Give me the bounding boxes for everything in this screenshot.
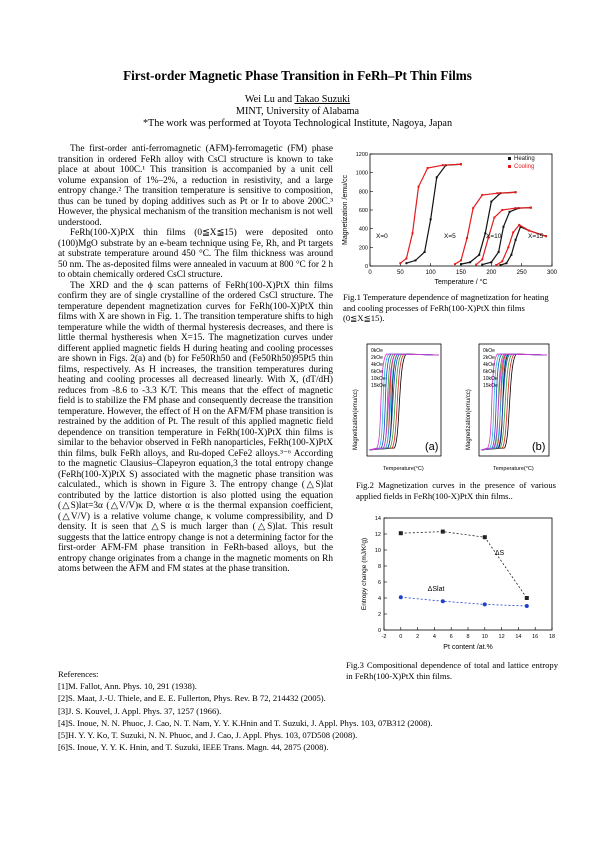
data-point <box>475 264 477 266</box>
y-tick-label: 400 <box>358 226 368 233</box>
legend-item-6kOe: 6kOe <box>371 369 383 375</box>
x-tick-label: 4 <box>432 634 436 640</box>
figure-3-chart <box>356 512 556 658</box>
panel-a-ylabel: Magnetization(emu/cc) <box>353 389 359 450</box>
plot-frame <box>384 518 552 630</box>
data-point <box>515 207 517 209</box>
y-tick-label: 1200 <box>355 152 368 158</box>
data-point <box>515 191 517 193</box>
series-line <box>401 532 527 598</box>
data-point <box>405 258 407 260</box>
data-point <box>483 602 487 606</box>
data-point <box>415 259 417 261</box>
y-tick-label: 8 <box>377 564 381 570</box>
paragraph-2: FeRh(100-X)PtX thin films (0≦X≦15) were deposited onto (100)MgO substrate by an e-beam technique using Fe, Rh, and Pt targets at substrate temperature around 450 °C. The film thickness was around 50 nm. The as-deposited films were annealed in vacuum at 800 °C for 2 h to obtain chemically ordered CsCl structure. <box>58 228 333 280</box>
legend-item-10kOe: 10kOe <box>371 376 386 382</box>
x-tick-label: 50 <box>396 270 404 276</box>
x-tick-label: 10 <box>481 634 488 640</box>
references-heading: References: <box>58 669 99 679</box>
data-point <box>481 258 483 260</box>
x-axis-label: Pt content /at.% <box>443 644 493 651</box>
y-tick-label: 800 <box>358 189 368 196</box>
curve-annotation: X=5 <box>444 233 456 240</box>
x-tick-label: 0 <box>399 634 403 640</box>
panel-b-ylabel: Magnetization(emu/cc) <box>466 389 472 450</box>
paragraph-1: The first-order anti-ferromagnetic (AFM)-ferromagetic (FM) phase transition in ordered FeRh alloy with CsCl structure is known to take place at about 100C.¹ This transition is accompanied by a unit cell volume expansion of 1%–2%, a reduction in resistivity, and a large entropy change.² The transition temperature is sensitive to composition, thus can be tuned by doping additives such as Pt or Ir to above 200C.³ However, the physical mechanism of the transition mechanism is not well understood. <box>58 144 333 228</box>
data-point <box>460 263 462 265</box>
data-point <box>502 226 504 228</box>
x-tick-label: 300 <box>546 270 558 276</box>
data-point <box>478 254 480 256</box>
data-point <box>496 192 498 194</box>
reference-item: [2]S. Maat, J.-U. Thiele, and E. E. Fullerton, Phys. Rev. B 72, 214432 (2005). <box>58 693 326 704</box>
x-tick-label: 0 <box>368 270 372 276</box>
figure-2-chart <box>343 338 553 476</box>
x-tick-label: 18 <box>548 634 556 640</box>
series-line <box>400 164 461 263</box>
data-point <box>442 164 444 166</box>
y-tick-label: 12 <box>374 532 381 538</box>
panel-b-xlabel: Temperature(°C) <box>493 466 534 472</box>
figure-1-caption: Fig.1 Temperature dependence of magnetization for heating and cooling processes of FeRh(100-X)PtX thin films (0≦X≦15). <box>343 292 549 323</box>
y-tick-label: 200 <box>358 245 368 252</box>
legend-b-item-2kOe: 2kOe <box>483 355 495 361</box>
figure-1-chart <box>338 148 560 288</box>
curve-annotation: X=15 <box>528 233 544 240</box>
y-tick-label: 6 <box>377 580 381 586</box>
data-point <box>427 167 429 169</box>
data-point <box>501 209 503 211</box>
plot-frame <box>370 154 552 266</box>
data-point <box>490 261 492 263</box>
x-tick-label: 12 <box>498 634 505 640</box>
legend-item-15kOe: 15kOe <box>371 383 386 389</box>
panel-a-label: (a) <box>425 441 439 453</box>
data-point <box>460 259 462 261</box>
authors-line <box>0 94 595 106</box>
y-axis-label: Magnetization /emu/cc <box>342 174 349 246</box>
body-text <box>58 144 333 575</box>
paragraph-3: The XRD and the ϕ scan patterns of FeRh(100-X)PtX thin films confirm they are of single crystalline of the ordered CsCl structure. The temperature dependent magnetization curves for FeRh(100-X)PtX thin films with X are shown in Fig. 1. The transition temperature shifts to high temperature while the width of thermal hysteresis decreases, and there is little thermal hystheresis when X=15. The magnetization curves under different applied magnetic fields H during heating and cooling processes are shown in Figs. 2(a) and (b) for Fe50Rh50 and (Fe50Rh50)95Pt5 thin films, respectively. As H increases, the transition temperatures during heating and cooling processes all decreased linearly. With X, (dT/dH) reduces from -8.6 to -3.3 K/T. This means that the effect of magnetic field is to stabilize the FM phase and consequently decrease the transition temperature. However, the effect of H on the AFM/FM phase transition is restrained by the addition of Pt. The result of this applied magnetic field dependence on transition temperature in FeRh(100-X)PtX thin films is similar to the behavior observed in FeRh nanoparticles, FeRh(100-X)PtX thin films, bulk FeRh alloys, and Ru-doped CeFe2 alloys.³⁻⁶ According to the magnetic Clausius–Clapeyron equation,3 the total entropy change (FeRh(100-X)PtX S) associated with the magnetic phase transition was calculated., which is shown in Figure 3. The entropy change (△S)lat contributed by the lattice distortion is also plotted using the equation (△S)lat=3α (△V/V)κ D, where α is the thermal expansion coefficient, (△V/V) is a relative volume change, κ volume compressibility, and D density. It is seen that △S is much larger than (△S)lat. This result suggests that the lattice entropy change is not a determining factor for the first-order AFM-FM phase transition in FeRh-based alloys, but the entropy change originates from a change in the magnetic moments on Rh atoms between the AFM and FM states at the phase transition. <box>58 280 333 574</box>
data-point <box>469 261 471 263</box>
data-point <box>530 207 532 209</box>
figure-3-caption: Fig.3 Compositional dependence of total and lattice entropy in FeRh(100-X)PtX thin films. <box>346 660 558 681</box>
data-point <box>454 263 456 265</box>
data-point <box>405 262 407 264</box>
y-tick-label: 4 <box>377 596 381 602</box>
data-point <box>441 599 445 603</box>
figure-2-caption: Fig.2 Magnetization curves in the presence of various applied fields in FeRh(100-X)PtX thin films.. <box>356 480 556 501</box>
data-point <box>424 251 426 253</box>
data-point <box>528 230 530 232</box>
series-annotation: ΔS <box>494 549 505 557</box>
data-point <box>481 194 483 196</box>
data-point <box>399 262 401 264</box>
legend-item-2kOe: 2kOe <box>371 355 383 361</box>
legend-label: Heating <box>514 156 535 162</box>
data-point <box>460 163 462 165</box>
affiliation: MINT, University of Alabama <box>235 106 360 117</box>
data-point <box>525 604 529 608</box>
paper-title: First-order Magnetic Phase Transition in FeRh–Pt Thin Films <box>123 68 472 83</box>
x-tick-label: 8 <box>466 634 470 640</box>
data-point <box>501 260 503 262</box>
affiliation-note: *The work was performed at Toyota Technological Institute, Nagoya, Japan <box>142 118 453 129</box>
authors-prefix: Wei Lu and <box>244 94 295 105</box>
y-tick-label: 14 <box>374 516 381 522</box>
reference-item: [4]S. Inoue, N. N. Phuoc, J. Cao, N. T. Nam, Y. Y. K.Hnin and T. Suzuki, J. Appl. Phys. 103, 07B312 (2008). <box>58 717 433 728</box>
series-line <box>455 192 516 264</box>
data-point <box>466 237 468 239</box>
y-tick-label: 600 <box>358 208 368 214</box>
y-axis-label: Entropy change (mJ/K²g) <box>361 537 368 611</box>
data-point <box>510 254 512 256</box>
data-point <box>518 224 520 226</box>
data-point <box>498 251 500 253</box>
x-tick-label: -2 <box>381 634 387 640</box>
legend-label: Cooling <box>514 164 535 170</box>
x-tick-label: 250 <box>516 270 527 276</box>
x-tick-label: 14 <box>515 634 522 640</box>
x-tick-label: 150 <box>455 270 467 276</box>
data-point <box>490 201 492 203</box>
reference-item: [1]M. Fallot, Ann. Phys. 10, 291 (1938). <box>58 681 197 692</box>
data-point <box>545 235 547 237</box>
legend-marker <box>508 165 511 168</box>
data-point <box>418 186 420 188</box>
data-point <box>436 176 438 178</box>
data-point <box>507 246 509 248</box>
author-block <box>0 94 595 130</box>
panel-a-xlabel: Temperature(°C) <box>383 466 424 472</box>
series-line <box>496 225 546 265</box>
data-point <box>509 211 511 213</box>
data-point <box>499 264 501 266</box>
reference-item: [5]H. Y. Y. Ko, T. Suzuki, N. N. Phuoc, and J. Cao, J. Appl. Phys. 103, 07D508 (2008). <box>58 730 358 741</box>
legend-b-item-15kOe: 15kOe <box>483 383 498 389</box>
y-tick-label: 2 <box>377 612 381 618</box>
x-tick-label: 100 <box>425 270 436 276</box>
data-point <box>472 207 474 209</box>
author-underlined: Takao Suzuki <box>294 94 351 105</box>
data-point <box>495 264 497 266</box>
data-point <box>493 216 495 218</box>
y-tick-label: 0 <box>364 264 368 270</box>
data-point <box>512 231 514 233</box>
legend-b-item-10kOe: 10kOe <box>483 376 498 382</box>
data-point <box>481 264 483 266</box>
legend-item-0kOe: 0kOe <box>371 348 383 354</box>
series-line <box>401 597 527 606</box>
reference-item: [6]S. Inoue, Y. Y. K. Hnin, and T. Suzuki, IEEE Trans. Magn. 44, 2875 (2008). <box>58 742 329 753</box>
legend-b-item-6kOe: 6kOe <box>483 369 495 375</box>
y-tick-label: 10 <box>374 548 381 554</box>
data-point <box>399 595 403 599</box>
curve-annotation: X=10 <box>486 233 502 240</box>
curve-annotation: X=0 <box>376 233 388 240</box>
reference-item: [3]J. S. Kouvel, J. Appl. Phys. 37, 1257 (1966). <box>58 705 222 716</box>
data-point <box>515 239 517 241</box>
x-tick-label: 2 <box>416 634 420 640</box>
legend-b-item-4kOe: 4kOe <box>483 362 495 368</box>
x-axis-label: Temperature / °C <box>434 279 488 286</box>
x-tick-label: 16 <box>532 634 539 640</box>
legend-marker <box>508 157 511 160</box>
data-point <box>441 530 445 534</box>
series-annotation: ΔSlat <box>427 585 445 593</box>
x-tick-label: 6 <box>449 634 453 640</box>
panel-b-label: (b) <box>532 441 546 453</box>
data-point <box>525 596 529 600</box>
legend-b-item-0kOe: 0kOe <box>483 348 495 354</box>
data-point <box>399 531 403 535</box>
y-tick-label: 0 <box>377 628 381 634</box>
data-point <box>430 218 432 220</box>
x-tick-label: 200 <box>486 270 497 276</box>
y-tick-label: 1000 <box>355 170 368 177</box>
data-point <box>411 232 413 234</box>
data-point <box>483 535 487 539</box>
data-point <box>506 262 508 264</box>
legend-item-4kOe: 4kOe <box>371 362 383 368</box>
